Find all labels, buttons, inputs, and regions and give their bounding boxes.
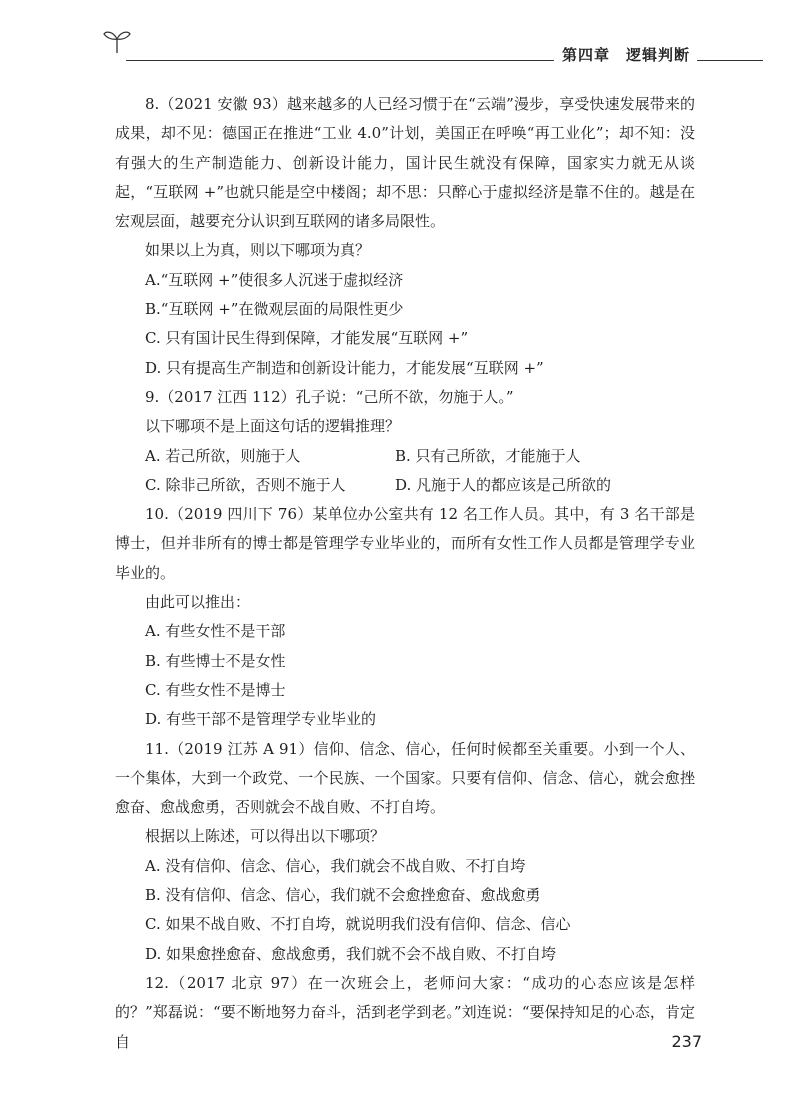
question-11-option-c: C. 如果不战自败、不打自垮，就说明我们没有信仰、信念、信心 — [145, 915, 571, 934]
question-10-option-b: B. 有些博士不是女性 — [145, 651, 286, 670]
question-8-option-b: B.“互联网 +”在微观层面的局限性更少 — [145, 300, 404, 319]
question-8-stem: 8.（2021 安徽 93）越来越多的人已经习惯于在“云端”漫步，享受快速发展带来的成果，却不见：德国正在推进“工业 4.0”计划，美国正在呼唤“再工业化”；却不知：没有强大的生产制造能力、创新设计能力，国计民生就没有保障，国家实力就无从谈起，“互联网 +”也就只能是空中楼阁；却不思：只醉心于虚拟经济是靠不住的。越是在宏观层面，越要充分认识到互联网的诸多局限性。 — [115, 95, 695, 231]
question-11-stem: 11.（2019 江苏 A 91）信仰、信念、信心，任何时候都至关重要。小到一个人、一个集体，大到一个政党、一个民族、一个国家。只要有信仰、信念、信心，就会愈挫愈奋、愈战愈勇，否则就会不战自败、不打自垮。 — [115, 739, 695, 817]
page-body — [115, 90, 695, 1057]
question-11-prompt: 根据以上陈述，可以得出以下哪项？ — [145, 827, 386, 846]
question-10-stem: 10.（2019 四川下 76）某单位办公室共有 12 名工作人员。其中，有 3 名干部是博士，但并非所有的博士都是管理学专业毕业的，而所有女性工作人员都是管理学专业毕业的。 — [115, 505, 695, 582]
question-8-option-a: A.“互联网 +”使很多人沉迷于虚拟经济 — [145, 270, 404, 289]
question-12-stem: 12.（2017 北京 97）在一次班会上，老师问大家：“成功的心态应该是怎样的？”郑磊说：“要不断地努力奋斗，活到老学到老。”刘连说：“要保持知足的心态，肯定自 — [115, 973, 695, 1051]
question-9-stem: 9.（2017 江西 112）孔子说：“己所不欲，勿施于人。” — [145, 387, 514, 406]
question-10-prompt: 由此可以推出： — [145, 593, 251, 612]
question-10-option-d: D. 有些干部不是管理学专业毕业的 — [145, 710, 377, 729]
question-11-option-a: A. 没有信仰、信念、信心，我们就会不战自败、不打自垮 — [145, 856, 526, 875]
page-header — [0, 0, 800, 80]
question-9-option-b: B. 只有己所欲，才能施于人 — [395, 446, 581, 465]
question-9-options-row-1 — [115, 442, 695, 471]
question-11-option-d: D. 如果愈挫愈奋、愈战愈勇，我们就不会不战自败、不打自垮 — [145, 944, 557, 963]
header-rule-right — [697, 60, 763, 61]
question-9-option-a: A. 若己所欲，则施于人 — [145, 446, 301, 465]
question-10-option-a: A. 有些女性不是干部 — [145, 622, 286, 641]
sprout-icon — [102, 28, 132, 54]
header-rule-left — [126, 60, 554, 61]
question-10-option-c: C. 有些女性不是博士 — [145, 680, 286, 699]
question-11-option-b: B. 没有信仰、信念、信心，我们就不会愈挫愈奋、愈战愈勇 — [145, 886, 541, 905]
question-9-options-row-2 — [115, 471, 695, 500]
question-8-prompt: 如果以上为真，则以下哪项为真？ — [145, 241, 371, 260]
question-9-prompt: 以下哪项不是上面这句话的逻辑推理？ — [145, 417, 401, 436]
question-9-option-d: D. 凡施于人的都应该是己所欲的 — [395, 475, 612, 494]
chapter-title: 第四章 逻辑判断 — [562, 46, 691, 64]
question-9-option-c: C. 除非己所欲，否则不施于人 — [145, 475, 346, 494]
question-8-option-c: C. 只有国计民生得到保障，才能发展“互联网 +” — [145, 329, 469, 348]
question-8-option-d: D. 只有提高生产制造和创新设计能力，才能发展“互联网 +” — [145, 358, 544, 377]
page-number: 237 — [671, 1032, 702, 1051]
